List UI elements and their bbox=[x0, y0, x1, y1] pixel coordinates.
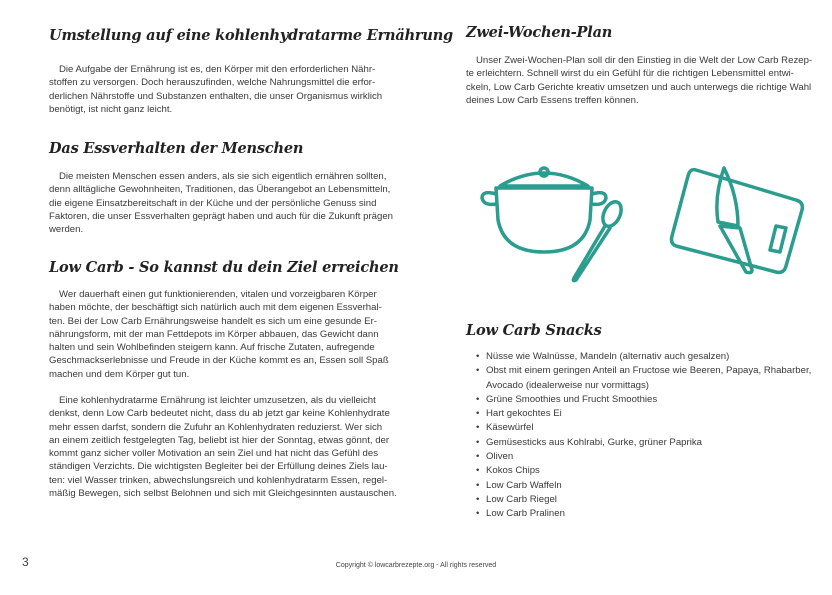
heading-essverhalten: Das Essverhalten der Menschen bbox=[49, 140, 304, 157]
heading-low-carb-snacks: Low Carb Snacks bbox=[466, 322, 602, 339]
list-item: • Gemüsesticks aus Kohlrabi, Gurke, grüner Paprika bbox=[476, 436, 702, 448]
paragraph-low-carb-1: Wer dauerhaft einen gut funktionierenden, vitalen und vorzeigbaren Körper haben möchte, der beschäftigt sich natürlich auch mit dem eigenen Essverhal- ten. Bei der Low Carb Ernährungsweise handelt es sich um eine gesunde Er- nährungsform, mit der man Fettdepots im Körper abbauen, das Gewicht dann halten und sein Wohlbefinden steigern kann. Auf frische Zutaten, aufregende Geschmackserlebnisse und Freude in der Küche kommt es an, Essen soll Spaß machen und dem Körper gut tun. bbox=[49, 289, 389, 380]
list-item: • Oliven bbox=[476, 451, 514, 463]
cutting-board-knife-icon bbox=[668, 166, 808, 278]
paragraph-umstellung: Die Aufgabe der Ernährung ist es, den Körper mit den erforderlichen Nähr- stoffen zu versorgen. Doch herauszufinden, welche Nahrungsmittel die erfor- derlichen Nährstoffe und Substanzen enthalten, die unser Organismus wirklich benötigt, ist nicht ganz leicht. bbox=[49, 64, 383, 115]
list-item: • Low Carb Riegel bbox=[476, 493, 557, 505]
paragraph-low-carb-2: Eine kohlenhydratarme Ernährung ist leichter umzusetzen, als du vielleicht denkst, denn Low Carb bedeutet nicht, dass du ab jetzt gar keine Kohlenhydrate mehr essen darfst, sondern die Zufuhr an Kohlenhydraten reduzierst. Wer sich an einem zeitlich festgelegten Tag, beliebt ist hier der Sonntag, etwas gönnt, der kommt ganz sicher voller Motivation an sein Ziel und hat nicht das Gefühl des ständigen Verzichts. Die wichtigsten Begleiter bei der Erfüllung deines Ziels lau- ten: viel Wasser trinken, abwechslungsreich und kohlenhydratarm Essen, regel- mäßig Bewegen, sich selbst Belohnen und sich mit Gleichgesinnten austauschen. bbox=[49, 395, 397, 500]
paragraph-zwei-wochen-plan: Unser Zwei-Wochen-Plan soll dir den Einstieg in die Welt der Low Carb Rezep- te erleichtern. Schnell wirst du ein Gefühl für die richtigen Lebensmittel entwi- ckeln, Low Carb Gerichte kreativ umsetzen und auch unterwegs die richtige Wahl deines Low Carb Essens treffen können. bbox=[466, 55, 813, 106]
list-item: • Low Carb Waffeln bbox=[476, 479, 562, 491]
pot-and-spoon-icon bbox=[474, 160, 634, 284]
list-item: • Kokos Chips bbox=[476, 465, 540, 477]
list-item: • Käsewürfel bbox=[476, 422, 534, 434]
snack-list bbox=[476, 350, 812, 522]
list-item: • Obst mit einem geringen Anteil an Fructose wie Beeren, Papaya, Rhabarber, Avocado (idealerweise nur vormittags) bbox=[476, 365, 812, 391]
heading-low-carb-ziel: Low Carb - So kannst du dein Ziel erreichen bbox=[49, 259, 399, 276]
list-item: • Grüne Smoothies und Frucht Smoothies bbox=[476, 393, 658, 405]
list-item: • Hart gekochtes Ei bbox=[476, 408, 562, 420]
list-item: • Nüsse wie Walnüsse, Mandeln (alternativ auch gesalzen) bbox=[476, 351, 730, 362]
paragraph-essverhalten: Die meisten Menschen essen anders, als sie sich eigentlich ernähren sollten, denn alltägliche Gewohnheiten, Traditionen, das Überangebot an Lebensmitteln, die eigene Einsatzbereitschaft in der Küche und der persönliche Genuss sind Faktoren, die unser Essverhalten geprägt haben und auch für die Zukunft prägen werden. bbox=[49, 171, 393, 236]
page-number: 3 bbox=[22, 555, 29, 569]
copyright-notice: Copyright © lowcarbrezepte.org - All rights reserved bbox=[335, 562, 497, 569]
list-item: • Low Carb Pralinen bbox=[476, 508, 565, 520]
heading-zwei-wochen-plan: Zwei-Wochen-Plan bbox=[466, 24, 613, 41]
heading-umstellung: Umstellung auf eine kohlenhydratarme Ernährung bbox=[49, 27, 453, 44]
